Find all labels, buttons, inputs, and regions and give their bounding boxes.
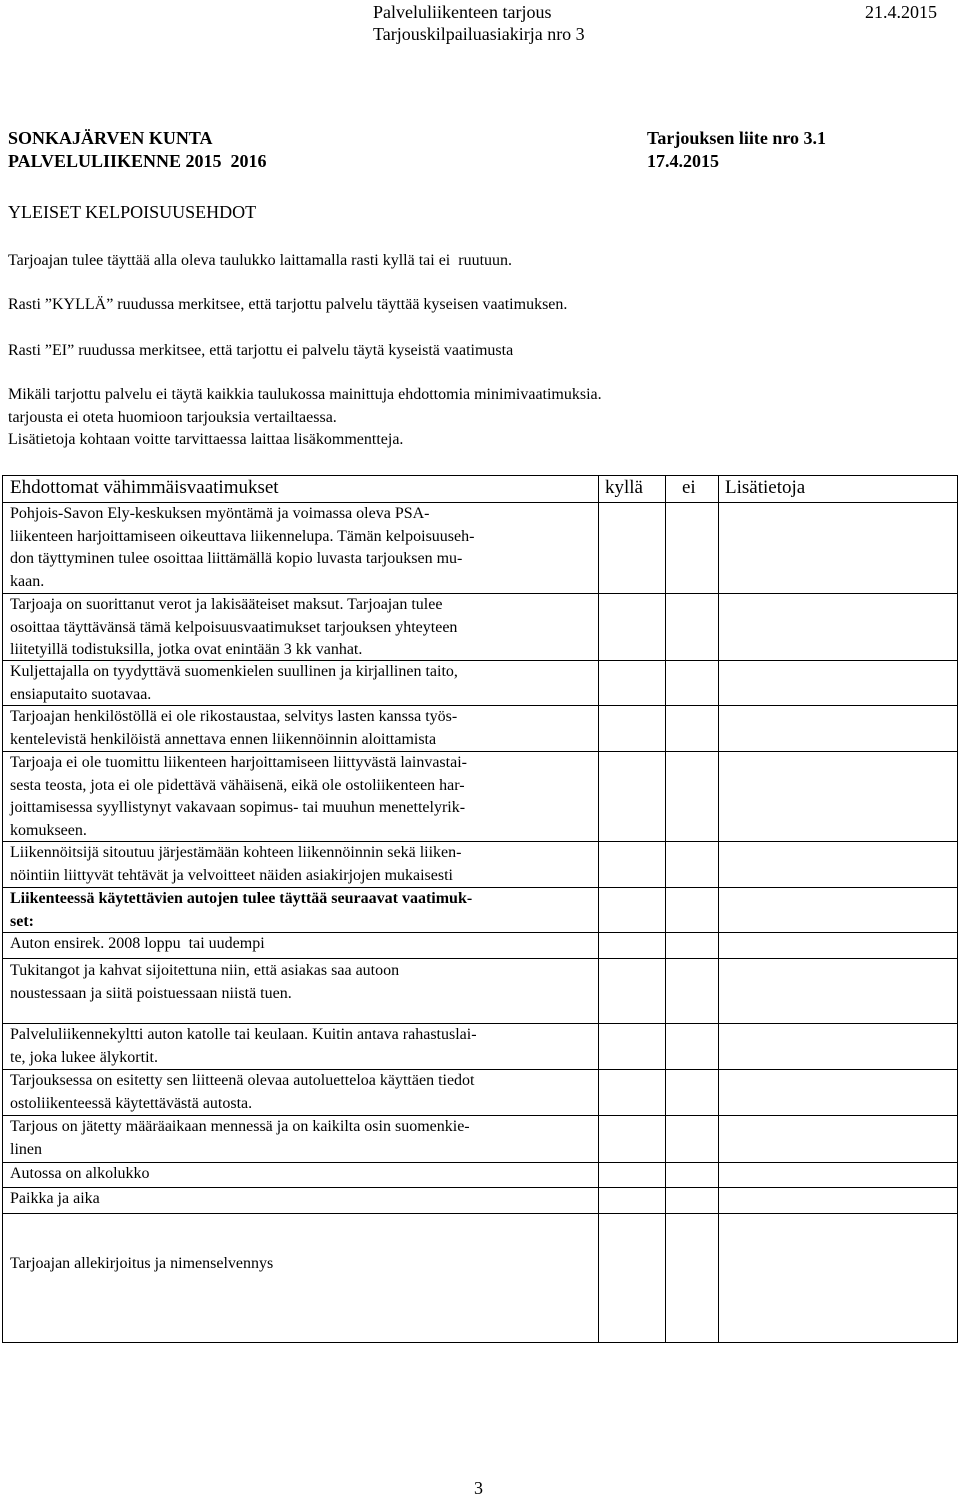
document-date: 21.4.2015 <box>865 2 937 22</box>
vehicle-requirements-heading: Liikenteessä käytettävien autojen tulee täyttää seuraavat vaatimuk- set: <box>10 890 473 930</box>
requirement-criminal-record: Tarjoajan henkilöstöllä ei ole rikostaustaa, selvitys lasten kanssa työs- kentelevistä henkilöistä annettava ennen liikennöinnin aloittamista <box>10 708 458 748</box>
requirement-service-sign: Palveluliikennekyltti auton katolle tai keulaan. Kuitin antava rahastuslai- te, joka lukee älykortit. <box>10 1026 477 1066</box>
signature-field: Tarjoajan allekirjoitus ja nimenselvennys <box>10 1255 274 1272</box>
attachment-label: Tarjouksen liite nro 3.1 <box>647 128 827 148</box>
requirement-alcolock: Autossa on alkolukko <box>10 1165 150 1182</box>
requirement-taxes-paid: Tarjoaja on suorittanut verot ja lakisääteiset maksut. Tarjoajan tulee osoittaa täyttävänsä tämä kelpoisuusvaatimukset tarjouksen yhteyteen liitetyillä todistuksilla, jotka ovat enintään 3 kk vanhat. <box>10 596 458 658</box>
table-border <box>2 1342 958 1343</box>
row-divider <box>2 958 958 959</box>
requirement-psa-license: Pohjois-Savon Ely-keskuksen myöntämä ja voimassa oleva PSA- liikenteen harjoittamiseen oikeuttava liikennelupa. Tämän kelpoisuuseh- don täyttyminen tulee osoittaa liittämällä kopio luvasta tarjouksen mu- kaan. <box>10 505 475 590</box>
attachment-date: 17.4.2015 <box>647 151 719 171</box>
header-additional-info: Lisätietoja <box>725 477 806 498</box>
intro-line: Rasti ”KYLLÄ” ruudussa merkitsee, että tarjottu palvelu täyttää kyseisen vaatimuksen. <box>8 296 568 313</box>
service-name: PALVELULIIKENNE 2015 2016 <box>8 151 267 171</box>
document-title: Palveluliikenteen tarjous <box>373 2 552 22</box>
requirement-operator-commitment: Liikennöitsijä sitoutuu järjestämään kohteen liikennöinnin sekä liiken- nöintiin liittyvät tehtävät ja velvoitteet näiden asiakirjojen mukaisesti <box>10 844 462 884</box>
requirement-driver-language: Kuljettajalla on tyydyttävä suomenkielen suullinen ja kirjallinen taito, ensiaputaito suotavaa. <box>10 663 458 703</box>
requirement-deadline-language: Tarjous on jätetty määräaikaan mennessä ja on kaikilta osin suomenkie- linen <box>10 1118 470 1158</box>
requirements-table <box>2 475 958 1343</box>
intro-line: tarjousta ei oteta huomioon tarjouksia vertailtaessa. <box>8 409 337 426</box>
requirement-vehicle-list: Tarjouksessa on esitetty sen liitteenä olevaa autoluetteloa käyttäen tiedot ostoliikenteessä käytettävästä autosta. <box>10 1072 475 1112</box>
document-subtitle: Tarjouskilpailuasiakirja nro 3 <box>373 24 585 44</box>
section-title: YLEISET KELPOISUUSEHDOT <box>8 202 257 222</box>
table-border <box>2 475 958 476</box>
header-yes: kyllä <box>605 477 643 498</box>
requirement-grab-bars: Tukitangot ja kahvat sijoitettuna niin, että asiakas saa autoon noustessaan ja siitä poistuessaan niistä tuen. <box>10 962 400 1002</box>
header-no: ei <box>682 477 696 498</box>
requirement-no-conviction: Tarjoaja ei ole tuomittu liikenteen harjoittamiseen liittyvästä lainvastai- sesta teosta, jota ei ole pidettävä vähäisenä, eikä ole ostoliikenteen har- joittamisessa syyllistynyt vakavaan sopimus- tai muuhun menettelyrik- komukseen. <box>10 754 467 839</box>
intro-line: Lisätietoja kohtaan voitte tarvittaessa laittaa lisäkommentteja. <box>8 431 404 448</box>
page-number: 3 <box>474 1478 483 1498</box>
intro-line: Rasti ”EI” ruudussa merkitsee, että tarjottu ei palvelu täytä kyseistä vaatimusta <box>8 342 514 359</box>
place-and-date-field: Paikka ja aika <box>10 1190 100 1207</box>
intro-line: Mikäli tarjottu palvelu ei täytä kaikkia taulukossa mainittuja ehdottomia minimivaatimuksia. <box>8 386 602 403</box>
org-name: SONKAJÄRVEN KUNTA <box>8 128 213 148</box>
header-requirements: Ehdottomat vähimmäisvaatimukset <box>10 477 279 498</box>
requirement-vehicle-registration: Auton ensirek. 2008 loppu tai uudempi <box>10 935 265 952</box>
row-divider <box>2 1213 958 1214</box>
intro-line: Tarjoajan tulee täyttää alla oleva taulukko laittamalla rasti kyllä tai ei ruutuun. <box>8 252 513 269</box>
